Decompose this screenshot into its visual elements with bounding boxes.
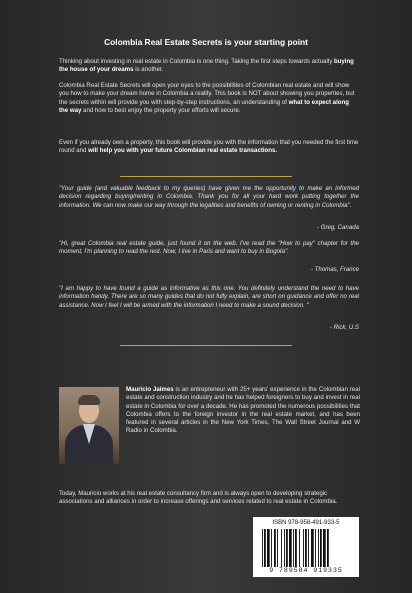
barcode-stripe	[277, 529, 278, 567]
author-today: Today, Mauricio works at his real estate consultancy firm and is always open to developing strategic associations and alliances in order to increase offerings and services related to real estate in Colombia.	[59, 490, 338, 506]
barcode-stripe	[293, 529, 294, 567]
intro-paragraph-3	[59, 139, 359, 156]
intro-p2-text: Colombia Real Estate Secrets will open your eyes to the possibilities of Colombian real estate and will show you how to make your dream home in Colombia a reality. This book is NOT about showing you properties, but the secrets within will provide you with step-by-step instructions, an understanding of	[59, 82, 355, 106]
barcode-stripe	[274, 529, 276, 567]
intro-p3-text: Even if you already own a property, this book will provide you with the information that you needed the first time round and	[59, 139, 359, 155]
barcode-stripe	[305, 529, 307, 567]
barcode-stripe	[264, 529, 266, 567]
barcode-stripe	[323, 529, 326, 567]
barcode-stripe	[303, 529, 304, 567]
barcode-stripe	[311, 529, 314, 567]
headline: Colombia Real Estate Secrets is your starting point	[104, 37, 308, 47]
barcode-stripe	[262, 529, 263, 567]
barcode-digits: 9 789584 919335	[269, 567, 343, 574]
barcode-stripe	[295, 529, 297, 567]
barcode-stripe	[284, 529, 285, 567]
divider-bottom	[120, 345, 292, 346]
barcode-stripe	[299, 529, 300, 567]
isbn-barcode	[253, 517, 359, 577]
divider-top	[120, 176, 292, 177]
intro-p1-text: Thinking about investing in real estate in Colombia is one thing. Taking the first steps towards actually	[59, 58, 334, 65]
barcode-stripe	[318, 529, 319, 567]
testimonial-1-author: - Greg, Canada	[316, 224, 359, 231]
author-bio	[126, 386, 360, 436]
barcode-stripe	[327, 529, 329, 567]
testimonial-2: "Hi, great Colombia real estate guide, just found it on the web. I've read the "How to pay" chapter for the moment, I'm planning to read the rest. Now, I live in Paris and want to buy in Bogota".	[59, 240, 359, 256]
barcode-stripe	[320, 529, 322, 567]
author-photo	[59, 387, 119, 464]
barcode-stripe	[289, 529, 292, 567]
barcode-stripe	[315, 529, 316, 567]
barcode-stripe	[308, 529, 309, 567]
author-bio-text: is an entrepreneur with 25+ years' experience in the Colombian real estate and construction industry and he has helped foreigners to buy and invest in real estate in Colombia for over a decade. He has promoted the numerous possibilities that Colombia offers to the foreign investor in the real estate market, and has been featured in several articles in the New York Times, The Wall Street Journal and W Radio in Colombia.	[126, 386, 361, 435]
barcode-stripe	[267, 529, 270, 567]
testimonial-3-author: - Rick, U.S	[329, 324, 359, 331]
testimonial-1: "Your guide (and valuable feedback to my queries) have given me the opportunity to make an informed decision regarding buying/renting in Colombia. Thank you for all your hard work putting together the information. We can now make our way through the legalities and benefits of owning or renting in Colombia".	[59, 185, 359, 209]
intro-p1-bold: buying the house of your dreams	[59, 58, 354, 74]
barcode-stripe	[281, 529, 282, 567]
testimonial-3: "I am happy to have found a guide as informative as this one. You definitely understand the need to have information handy. There are so many guides that do not fully explain, are short on guidance and offer no real assistance. Now I feel I will be armed with the information I need to make a sound decision. "	[59, 285, 359, 309]
intro-p3-bold: will help you with your future Colombian real estate transactions.	[88, 147, 278, 155]
intro-paragraph-2	[59, 82, 359, 115]
intro-p1-tail: is another.	[133, 66, 164, 74]
intro-p2-bold: what to expect along the way	[59, 98, 349, 114]
barcode-bars	[262, 529, 350, 567]
intro-paragraph-1	[59, 58, 359, 75]
author-name: Mauricio Jaimes	[126, 386, 174, 393]
author-photo-hair	[78, 395, 100, 405]
barcode-stripe	[271, 529, 272, 567]
testimonial-2-author: - Thomas, France	[310, 266, 359, 273]
intro-p2-tail: and how to best enjoy the property your efforts will secure.	[81, 106, 241, 114]
barcode-stripe	[286, 529, 288, 567]
isbn-label: ISBN 978-958-491-933-5	[272, 520, 340, 526]
